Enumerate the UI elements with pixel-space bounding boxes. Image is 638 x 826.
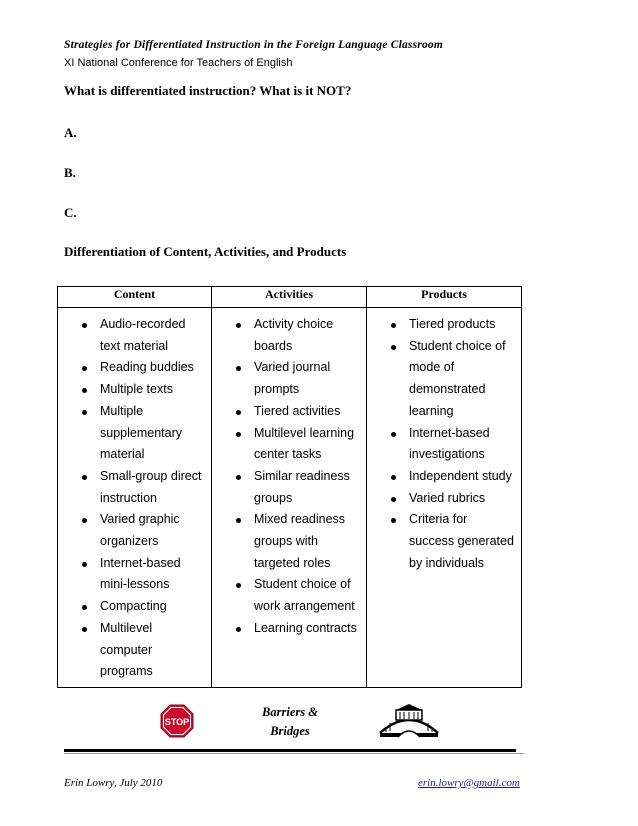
list-item: groups <box>254 490 293 505</box>
list-item: Audio-recorded <box>78 314 207 336</box>
list-item: Student choice of <box>232 574 362 596</box>
products-list <box>367 308 521 578</box>
list-item: work arrangement <box>254 599 355 614</box>
answer-label-c: C. <box>64 205 77 220</box>
list-item: Internet-based <box>387 423 517 445</box>
list-item: programs <box>100 664 153 679</box>
list-item: Criteria for <box>387 509 517 531</box>
list-item: demonstrated <box>409 382 486 397</box>
list-item: mini-lessons <box>100 577 170 592</box>
list-item: by individuals <box>409 555 485 570</box>
list-item: investigations <box>409 447 485 462</box>
caption-line-1: Barriers & <box>262 705 318 719</box>
content-list <box>58 308 211 687</box>
list-item: Student choice of <box>387 336 517 358</box>
list-item: Similar readiness <box>232 466 362 488</box>
list-item: prompts <box>254 382 300 397</box>
list-item: Mixed readiness <box>232 509 362 531</box>
list-item: Small-group direct <box>78 466 207 488</box>
list-item: Multilevel <box>78 618 207 640</box>
bridge-icon <box>378 703 440 739</box>
list-item: Multiple <box>78 401 207 423</box>
list-item: Activity choice <box>232 314 362 336</box>
list-item: material <box>100 447 145 462</box>
footer-email-link[interactable]: erin.lowry@gmail.com <box>418 777 520 789</box>
list-item: Multilevel learning <box>232 423 362 445</box>
list-item: Learning contracts <box>232 618 362 640</box>
list-item: Independent study <box>387 466 517 488</box>
list-item: Multiple texts <box>78 379 207 401</box>
list-item: text material <box>100 338 169 353</box>
list-item: Compacting <box>78 596 207 618</box>
footer-divider <box>64 749 516 752</box>
list-item: instruction <box>100 490 157 505</box>
header-products: Products <box>367 287 522 308</box>
list-item: Tiered products <box>387 314 517 336</box>
graphic-caption <box>240 703 340 741</box>
list-item: success generated <box>409 534 514 549</box>
section-heading: Differentiation of Content, Activities, and Products <box>64 244 347 259</box>
stop-sign-icon <box>160 704 194 738</box>
list-item: targeted roles <box>254 555 331 570</box>
products-cell <box>367 308 522 688</box>
list-item: supplementary <box>100 425 182 440</box>
header-content: Content <box>58 287 212 308</box>
list-item: learning <box>409 403 454 418</box>
question-heading: What is differentiated instruction? What is it NOT? <box>64 83 352 98</box>
answer-label-b: B. <box>64 165 76 180</box>
table-header-row <box>58 287 522 308</box>
footer-author-date: Erin Lowry, July 2010 <box>64 777 163 789</box>
list-item: Tiered activities <box>232 401 362 423</box>
differentiation-table <box>57 286 522 688</box>
list-item: Reading buddies <box>78 357 207 379</box>
list-item: Varied graphic <box>78 509 207 531</box>
list-item: organizers <box>100 534 159 549</box>
activities-list <box>212 308 366 644</box>
answer-label-a: A. <box>64 125 77 140</box>
conference-subtitle: XI National Conference for Teachers of English <box>64 57 293 69</box>
footer-divider-shadow <box>64 753 524 754</box>
activities-cell <box>212 308 367 688</box>
caption-line-2: Bridges <box>270 724 310 738</box>
list-item: groups with <box>254 534 318 549</box>
list-item: center tasks <box>254 447 322 462</box>
table-row <box>58 308 522 688</box>
header-activities: Activities <box>212 287 367 308</box>
list-item: Internet-based <box>78 553 207 575</box>
document-title: Strategies for Differentiated Instruction in the Foreign Language Classroom <box>64 39 444 51</box>
list-item: mode of <box>409 360 455 375</box>
list-item: Varied rubrics <box>387 488 517 510</box>
list-item: Varied journal <box>232 357 362 379</box>
list-item: boards <box>254 338 293 353</box>
stop-sign-text: STOP <box>164 717 190 727</box>
content-cell <box>58 308 212 688</box>
list-item: computer <box>100 642 153 657</box>
